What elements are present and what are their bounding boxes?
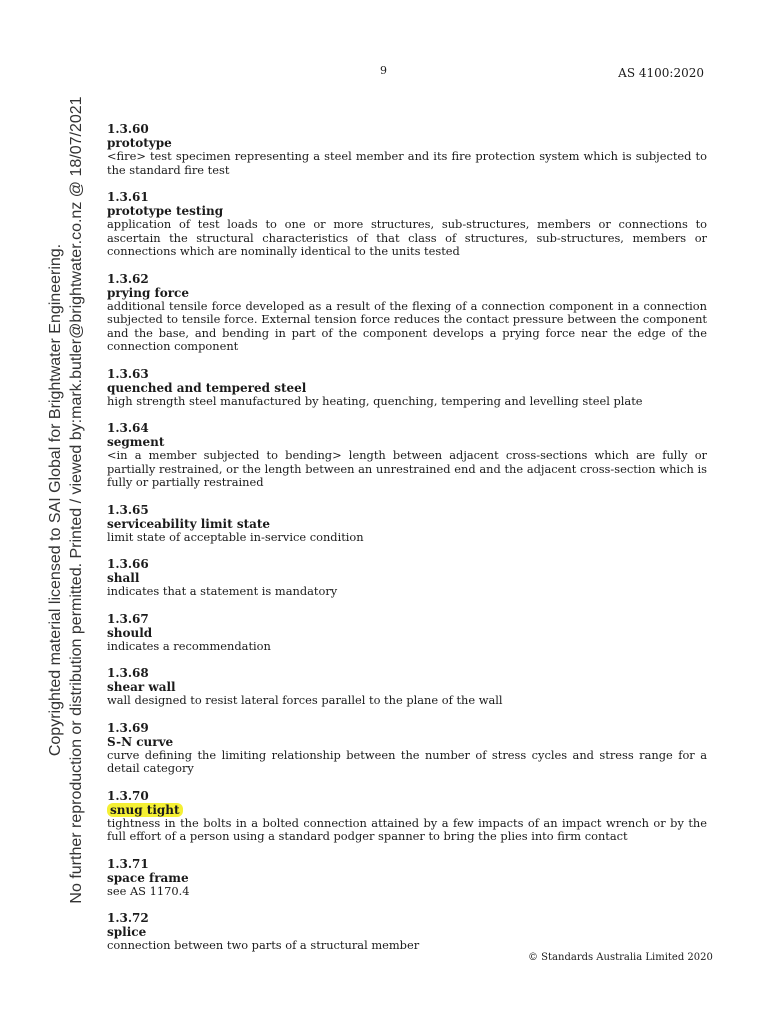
- clause-number: 1.3.71: [107, 856, 149, 871]
- definition-entry: [107, 122, 707, 177]
- clause-number: 1.3.68: [107, 666, 149, 680]
- term: serviceability limit state: [107, 516, 271, 531]
- clause-number: 1.3.60: [107, 122, 149, 136]
- term: prototype testing: [107, 204, 224, 218]
- definition-entry: [107, 190, 707, 259]
- term: segment: [107, 435, 165, 449]
- term: shall: [107, 571, 140, 585]
- clause-number: 1.3.66: [107, 557, 149, 571]
- definition: indicates a recommendation: [107, 638, 271, 653]
- definition-entry: [107, 421, 707, 490]
- definition-entry: [107, 911, 707, 953]
- clause-number: 1.3.63: [107, 366, 149, 381]
- clause-number: 1.3.67: [107, 611, 149, 626]
- clause-number: 1.3.61: [107, 190, 149, 204]
- clause-number: 1.3.69: [107, 720, 149, 735]
- definition: indicates that a statement is mandatory: [107, 584, 338, 598]
- definition-entry: [107, 666, 707, 708]
- definition-entry: [107, 503, 707, 545]
- clause-number: 1.3.72: [107, 911, 149, 925]
- definition: application of test loads to one or more structures, sub-structures, members or connections to ascertain the structural characteristics of that class of structures, sub-structures, members or connections which are nominally identical to the units tested: [107, 217, 707, 258]
- clause-number: 1.3.70: [107, 788, 149, 803]
- clause-number: 1.3.64: [107, 421, 149, 435]
- term: prying force: [107, 285, 189, 300]
- definition-entry: [107, 789, 707, 844]
- term: splice: [107, 925, 147, 939]
- copyright-watermark: [45, 90, 87, 910]
- definitions-list: [107, 122, 707, 966]
- definition-entry: [107, 557, 707, 599]
- term: shear wall: [107, 680, 176, 694]
- page-number: 9: [380, 64, 387, 77]
- watermark-line-2: No further reproduction or distribution permitted. Printed / viewed by:mark.butler@brightwater.co.nz @ 18/07/2021: [68, 96, 85, 904]
- standard-code: AS 4100:2020: [618, 66, 704, 80]
- watermark-line-1: Copyrighted material licensed to SAI Global for Brightwater Engineering.: [47, 243, 64, 757]
- copyright-footer: © Standards Australia Limited 2020: [528, 952, 713, 963]
- clause-number: 1.3.62: [107, 271, 149, 286]
- definition: additional tensile force developed as a result of the flexing of a connection component in a connection subjected to tensile force. External tension force reduces the contact pressure between the component and the base, and bending in part of the component develops a prying force near the edge of the connection component: [107, 298, 707, 353]
- term: [107, 803, 707, 817]
- definition: limit state of acceptable in-service condition: [107, 529, 364, 544]
- definition: see AS 1170.4: [107, 883, 190, 898]
- definition: tightness in the bolts in a bolted connection attained by a few impacts of an impact wrench or by the full effort of a person using a standard podger spanner to bring the plies into firm contact: [107, 815, 707, 843]
- term: space frame: [107, 870, 189, 885]
- highlighted-term: snug tight: [107, 803, 183, 817]
- term: quenched and tempered steel: [107, 380, 307, 395]
- definition-entry: [107, 721, 707, 776]
- definition-entry: [107, 367, 707, 409]
- definition-entry: [107, 857, 707, 899]
- definition: <fire> test specimen representing a steel member and its fire protection system which is subjected to the standard fire test: [107, 149, 707, 177]
- definition: high strength steel manufactured by heating, quenching, tempering and levelling steel plate: [107, 393, 643, 408]
- definition: curve defining the limiting relationship between the number of stress cycles and stress range for a detail category: [107, 747, 707, 775]
- term: S-N curve: [107, 734, 174, 749]
- definition: <in a member subjected to bending> length between adjacent cross-sections which are fully or partially restrained, or the length between an unrestrained end and the adjacent cross-section which is fully or partially restrained: [107, 448, 707, 489]
- clause-number: 1.3.65: [107, 502, 149, 517]
- definition-entry: [107, 272, 707, 354]
- definition-entry: [107, 612, 707, 654]
- definition: connection between two parts of a structural member: [107, 938, 420, 952]
- term: prototype: [107, 136, 172, 150]
- term: should: [107, 625, 153, 640]
- definition: wall designed to resist lateral forces parallel to the plane of the wall: [107, 693, 503, 707]
